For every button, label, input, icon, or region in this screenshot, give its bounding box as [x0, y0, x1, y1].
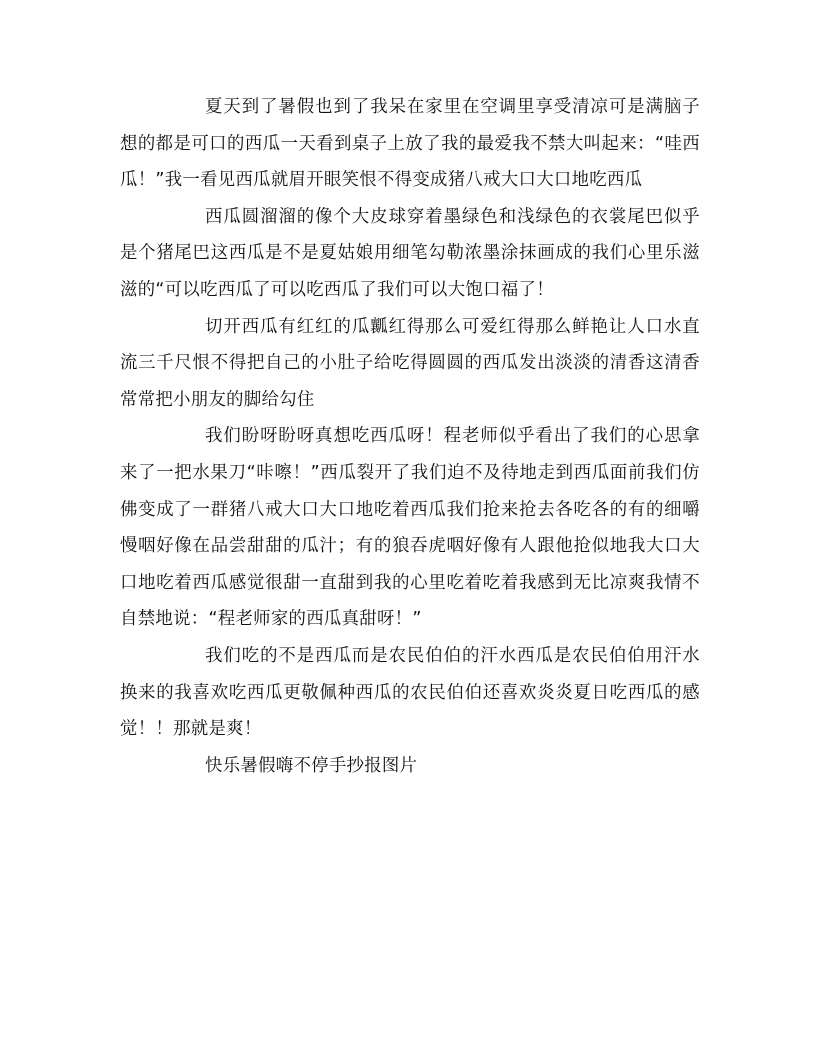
paragraph-4: 我们盼呀盼呀真想吃西瓜呀！程老师似乎看出了我们的心思拿来了一把水果刀“咔嚓！”西瓜裂开了我们迫不及待地走到西瓜面前我们仿佛变成了一群猪八戒大口大口地吃着西瓜我们抢来抢去各吃各的有的细嚼慢咽好像在品尝甜甜的瓜汁；有的狼吞虎咽好像有人跟他抢似地我大口大口地吃着西瓜感觉很甜一直甜到我的心里吃着吃着我感到无比凉爽我情不自禁地说：“程老师家的西瓜真甜呀！”	[120, 426, 700, 630]
paragraph-1: 夏天到了暑假也到了我呆在家里在空调里享受清凉可是满脑子想的都是可口的西瓜一天看到桌子上放了我的最爱我不禁大叫起来：“哇西瓜！”我一看见西瓜就眉开眼笑恨不得变成猪八戒大口大口地吃西瓜	[120, 97, 700, 191]
paragraph-2: 西瓜圆溜溜的像个大皮球穿着墨绿色和浅绿色的衣裳尾巴似乎是个猪尾巴这西瓜是不是夏姑娘用细笔勾勒浓墨涂抹画成的我们心里乐滋滋的“可以吃西瓜了可以吃西瓜了我们可以大饱口福了！	[120, 206, 700, 300]
paragraph-6: 快乐暑假嗨不停手抄报图片	[205, 755, 418, 776]
paragraph-5: 我们吃的不是西瓜而是农民伯伯的汗水西瓜是农民伯伯用汗水换来的我喜欢吃西瓜更敬佩种西瓜的农民伯伯还喜欢炎炎夏日吃西瓜的感觉！！那就是爽！	[120, 645, 700, 740]
document-body	[120, 89, 700, 784]
paragraph-3: 切开西瓜有红红的瓜瓤红得那么可爱红得那么鲜艳让人口水直流三千尺恨不得把自己的小肚子给吃得圆圆的西瓜发出淡淡的清香这清香常常把小朋友的脚给勾住	[120, 316, 700, 410]
